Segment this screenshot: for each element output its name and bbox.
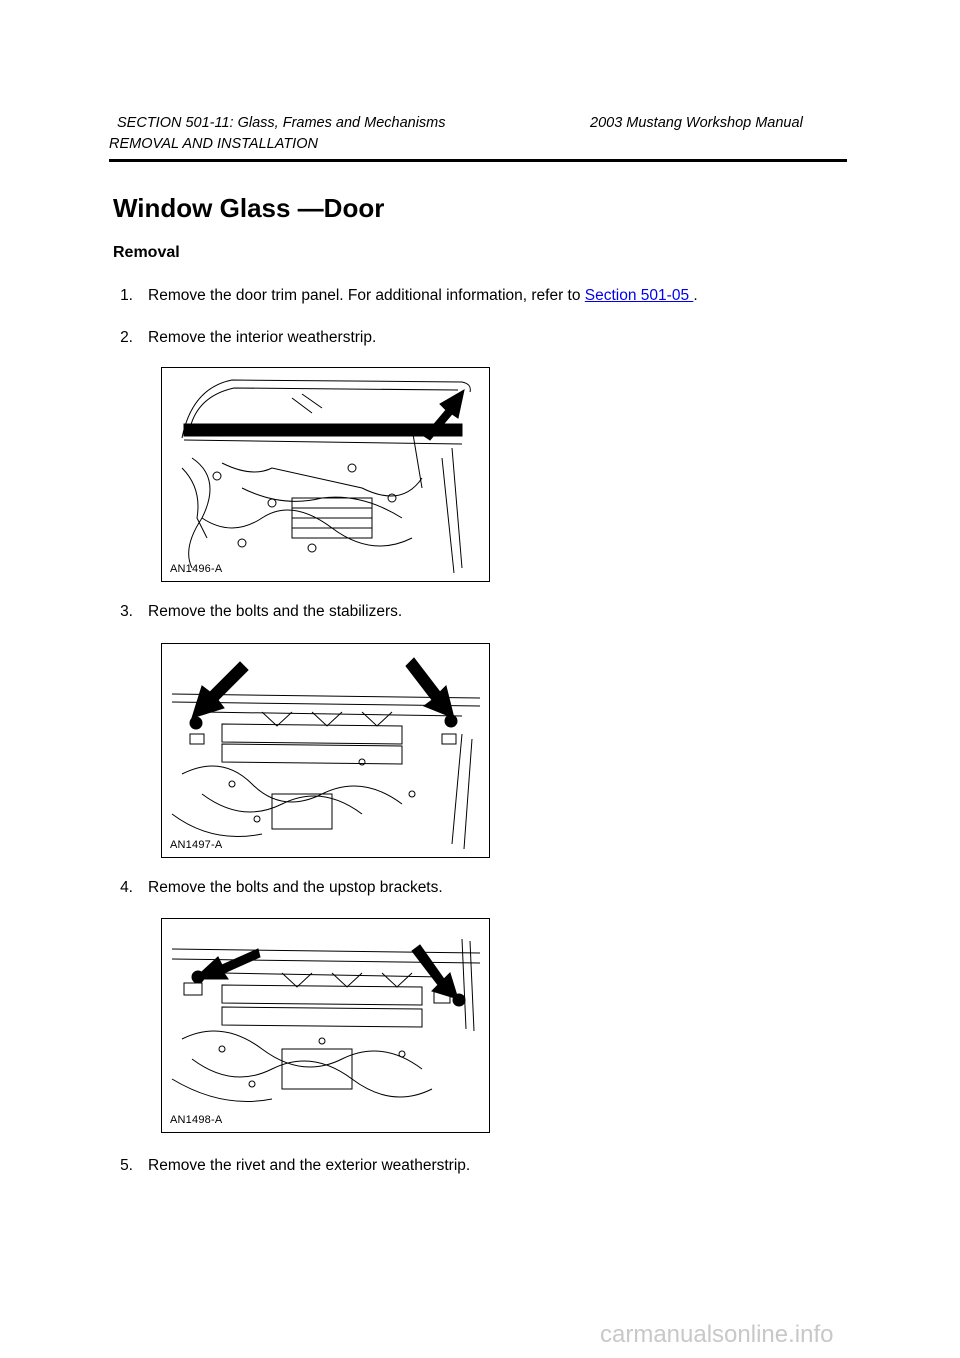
header-divider [109,159,847,162]
step-number: 3. [120,603,133,620]
step-number: 2. [120,329,133,346]
figure-bolts-stabilizers [161,643,490,858]
step-text-body: Remove the door trim panel. For additional information, refer to [148,287,585,304]
step-text: Remove the rivet and the exterior weatherstrip. [148,1157,471,1174]
step-text: Remove the bolts and the stabilizers. [148,603,403,620]
figure-label: AN1496-A [170,563,223,575]
removal-heading: Removal [113,244,180,261]
step-number: 5. [120,1157,133,1174]
figure-label: AN1498-A [170,1114,223,1126]
page-title: Window Glass —Door [113,193,385,223]
step-text: Remove the interior weatherstrip. [148,329,377,346]
step-text [148,287,698,305]
step-number: 4. [120,879,133,896]
figure-interior-weatherstrip [161,367,490,582]
section-501-05-link[interactable]: Section 501-05 [584,287,694,304]
header-manual-title: 2003 Mustang Workshop Manual [590,115,803,131]
header-subheading: REMOVAL AND INSTALLATION [109,136,318,152]
figure-bolts-upstop-brackets [161,918,490,1133]
step-text: Remove the bolts and the upstop brackets. [148,879,443,896]
step-number: 1. [120,287,133,304]
step-text-end: . [693,287,698,304]
header-section-title: SECTION 501-11: Glass, Frames and Mechanisms [117,115,446,131]
footer-watermark: carmanualsonline.info [600,1321,834,1348]
figure-label: AN1497-A [170,839,223,851]
